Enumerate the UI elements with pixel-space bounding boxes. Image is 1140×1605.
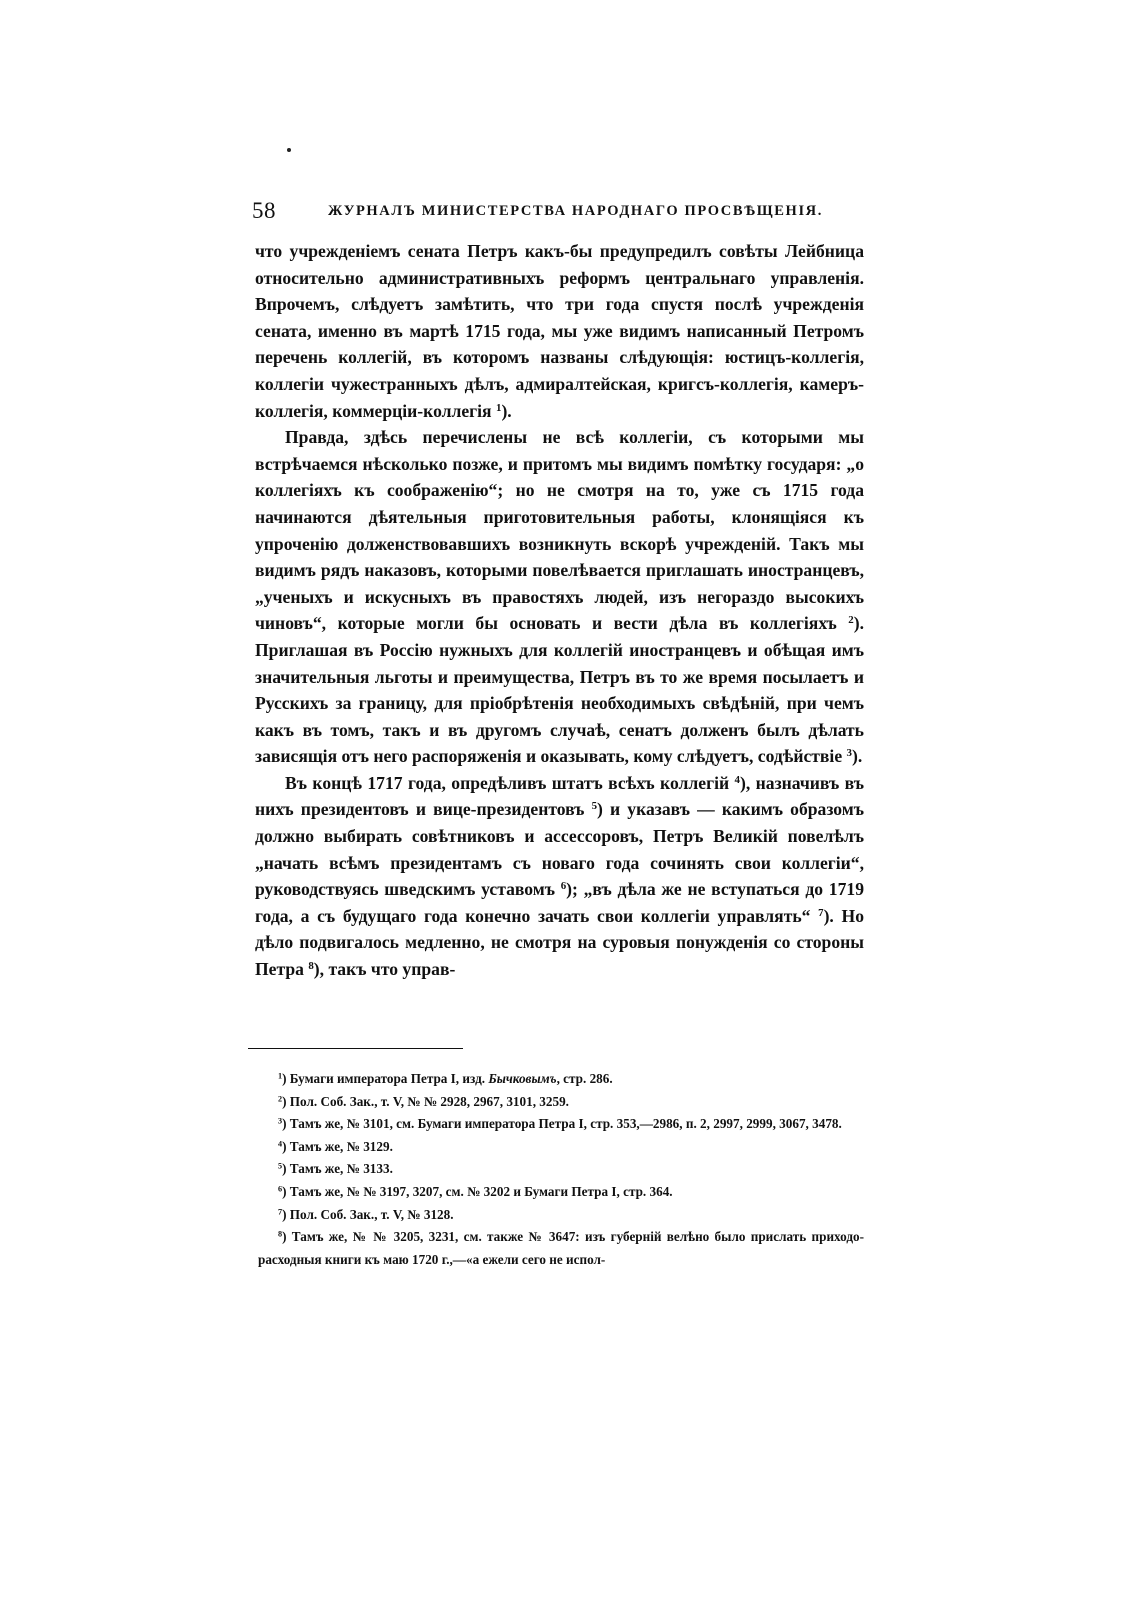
footnote-ref-4[interactable]: 4 bbox=[734, 773, 740, 786]
footnote-text: ) Тамъ же, № № 3205, 3231, см. также № 3647: изъ губерній велѣно было прислать приходо-расходныя книги къ маю 1720 г.,—«а ежели сего не испол- bbox=[258, 1229, 864, 1267]
footnote-5 bbox=[258, 1158, 864, 1181]
footnote-text: ) Тамъ же, № 3133. bbox=[282, 1161, 393, 1177]
footnote-8 bbox=[258, 1226, 864, 1271]
paragraph-1 bbox=[255, 238, 864, 424]
footnote-2 bbox=[258, 1091, 864, 1114]
running-title: ЖУРНАЛЪ МИНИСТЕРСТВА НАРОДНАГО ПРОСВѢЩЕНІЯ. bbox=[328, 203, 823, 219]
footnote-6 bbox=[258, 1181, 864, 1204]
footnote-ref-1[interactable]: 1 bbox=[495, 401, 502, 414]
footnotes bbox=[258, 1068, 864, 1271]
ink-speck bbox=[287, 148, 291, 152]
footnote-7 bbox=[258, 1204, 864, 1227]
paragraph-2-tail2: ). bbox=[851, 746, 863, 767]
paragraph-3-part3: ) и указавъ — какимъ образомъ должно выбирать совѣтниковъ и ассессоровъ, Петръ Великій повелѣлъ „начать всѣмъ президентамъ съ новаго года сочинять свои коллегіи“, руководствуясь шведскимъ уставомъ bbox=[255, 799, 865, 900]
paragraph-2 bbox=[255, 424, 864, 770]
footnote-separator bbox=[248, 1048, 463, 1049]
footnote-text: ) Тамъ же, № 3129. bbox=[282, 1138, 393, 1154]
paragraph-1-tail: ). bbox=[501, 400, 512, 421]
footnote-ref-5[interactable]: 5 bbox=[591, 800, 598, 813]
footnote-mark: 6 bbox=[278, 1184, 283, 1194]
footnote-text: ) Пол. Соб. Зак., т. V, № 3128. bbox=[282, 1206, 454, 1222]
paragraph-3-part1: Въ концѣ 1717 года, опредѣливъ штатъ всѣхъ коллегій bbox=[285, 772, 735, 793]
footnote-mark: 7 bbox=[278, 1207, 283, 1217]
footnote-mark: 5 bbox=[278, 1161, 283, 1171]
footnote-1 bbox=[258, 1068, 864, 1091]
footnote-ref-3[interactable]: 3 bbox=[846, 747, 852, 760]
footnote-ref-2[interactable]: 2 bbox=[848, 614, 854, 627]
paragraph-3-part5: ). Но дѣло подвигалось медленно, не смотря на суровыя понужденія со стороны Петра bbox=[255, 905, 864, 980]
body-text bbox=[255, 238, 864, 983]
paragraph-3-part6: ), такъ что управ- bbox=[313, 959, 456, 980]
paragraph-2-tail: ). Приглашая въ Россію нужныхъ для коллегій иностранцевъ и обѣщая имъ значительныя льготы и преимущества, Петръ въ то же время посылаетъ и Русскихъ за границу, для пріобрѣтенія необходимыхъ свѣдѣній, при чемъ какъ въ томъ, такъ и въ другомъ случаѣ, сенатъ долженъ былъ дѣлать зависящія отъ него распоряженія и оказывать, кому слѣдуетъ, содѣйствіе bbox=[255, 613, 864, 767]
footnote-text-end: , стр. 286. bbox=[556, 1071, 613, 1086]
paragraph-1-text: что учрежденіемъ сената Петръ какъ-бы предупредилъ совѣты Лейбница относительно административныхъ реформъ центральнаго управленія. Впрочемъ, слѣдуетъ замѣтить, что три года спустя послѣ учрежденія сената, именно въ мартѣ 1715 года, мы уже видимъ написанный Петромъ перечень коллегій, въ которомъ названы слѣдующія: юстицъ-коллегія, коллегіи чужестранныхъ дѣлъ, адмиралтейская, кригсъ-коллегія, камеръ-коллегія, коммерціи-коллегія bbox=[255, 241, 864, 421]
footnote-text: ) Тамъ же, № № 3197, 3207, см. № 3202 и Бумаги Петра I, стр. 364. bbox=[282, 1183, 673, 1199]
footnote-text: ) Тамъ же, № 3101, см. Бумаги императора Петра I, стр. 353,—2986, п. 2, 2997, 2999, 3067, 3478. bbox=[282, 1116, 842, 1132]
footnote-text: ) Пол. Соб. Зак., т. V, № № 2928, 2967, 3101, 3259. bbox=[282, 1093, 569, 1109]
footnote-3 bbox=[258, 1113, 864, 1136]
footnote-mark: 3 bbox=[278, 1116, 283, 1126]
footnote-text: ) Бумаги императора Петра I, изд. bbox=[282, 1071, 489, 1086]
footnote-mark: 8 bbox=[278, 1229, 283, 1239]
footnote-mark: 2 bbox=[278, 1094, 283, 1104]
footnote-4 bbox=[258, 1136, 864, 1159]
paragraph-3-part2: ), назначивъ въ нихъ президентовъ и вице-президентовъ bbox=[255, 772, 864, 820]
page-header bbox=[252, 198, 862, 228]
footnote-italic-name: Бычковымъ bbox=[488, 1071, 557, 1086]
footnote-mark: 1 bbox=[278, 1071, 283, 1081]
footnote-mark: 4 bbox=[278, 1139, 283, 1149]
page-number: 58 bbox=[252, 198, 276, 223]
paragraph-3 bbox=[255, 770, 864, 983]
footnote-ref-6[interactable]: 6 bbox=[560, 880, 567, 893]
footnote-ref-7[interactable]: 7 bbox=[818, 906, 824, 919]
footnote-ref-8[interactable]: 8 bbox=[308, 960, 314, 973]
paragraph-2-text: Правда, здѣсь перечислены не всѣ коллегіи, съ которыми мы встрѣчаемся нѣсколько позже, и притомъ мы видимъ помѣтку государя: „о коллегіяхъ къ соображенію“; но не смотря на то, уже съ 1715 года начинаются дѣятельныя приготовительныя работы, клонящіяся къ упроченію долженствовавшихъ возникнуть вскорѣ учрежденій. Такъ мы видимъ рядъ наказовъ, которыми повелѣвается приглашать иностранцевъ, „ученыхъ и искусныхъ въ правостяхъ людей, изъ негораздо высокихъ чиновъ“, которые могли бы основать и вести дѣла въ коллегіяхъ bbox=[255, 427, 864, 634]
paragraph-3-part4: ); „въ дѣла же не вступаться до 1719 года, а съ будущаго года конечно зачать свои коллегіи управлять“ bbox=[255, 879, 864, 926]
